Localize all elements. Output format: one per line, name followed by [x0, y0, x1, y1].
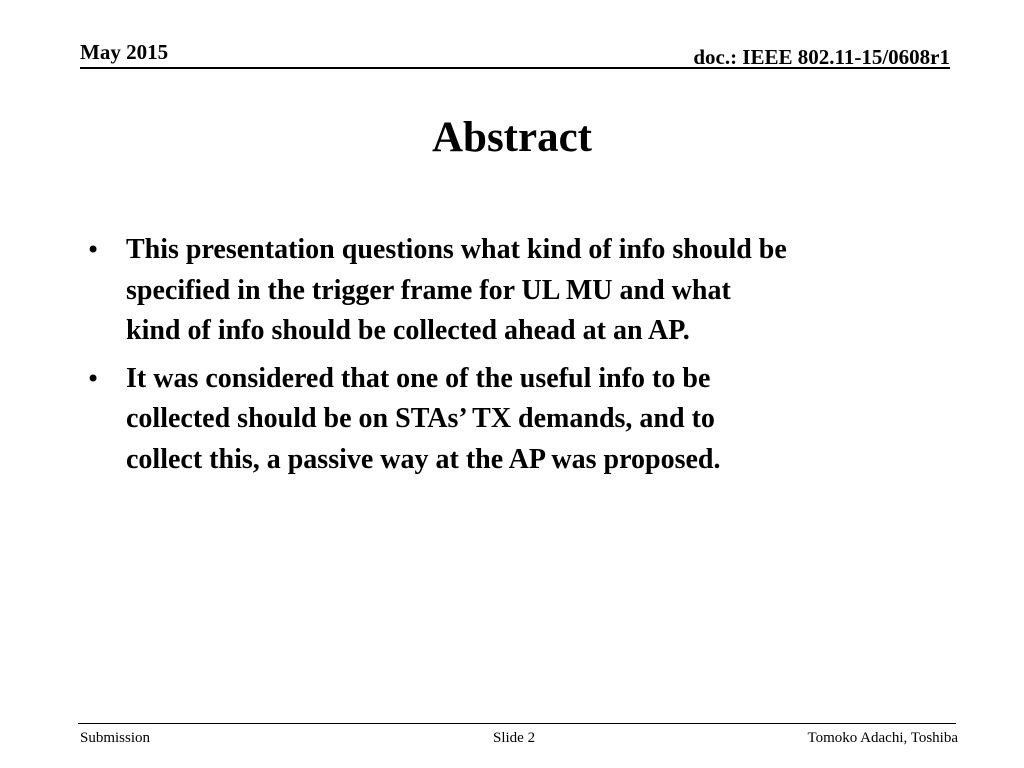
bullet-text	[126, 359, 966, 481]
bullet-item	[86, 359, 966, 481]
bullet-list	[86, 230, 966, 487]
footer-author: Tomoko Adachi, Toshiba	[807, 730, 958, 746]
bullet-line: collected should be on STAs’ TX demands, and to	[126, 403, 715, 434]
footer-divider	[78, 723, 956, 724]
bullet-line: kind of info should be collected ahead at an AP.	[126, 315, 690, 346]
bullet-line: specified in the trigger frame for UL MU and what	[126, 274, 731, 306]
bullet-icon: •	[86, 236, 101, 264]
bullet-item	[86, 230, 966, 352]
header-document-id: doc.: IEEE 802.11-15/0608r1	[693, 45, 950, 69]
footer-submission: Submission	[80, 730, 151, 746]
bullet-line: collect this, a passive way at the AP was proposed.	[126, 443, 721, 475]
footer-slide-number: Slide 2	[493, 730, 536, 746]
bullet-line: This presentation questions what kind of info should be	[126, 234, 787, 265]
bullet-line: It was considered that one of the useful info to be	[126, 362, 711, 394]
slide-title: Abstract	[431, 114, 592, 161]
header-divider	[80, 67, 950, 69]
bullet-icon: •	[86, 364, 101, 393]
bullet-text	[126, 230, 966, 352]
header-date: May 2015	[80, 40, 169, 64]
